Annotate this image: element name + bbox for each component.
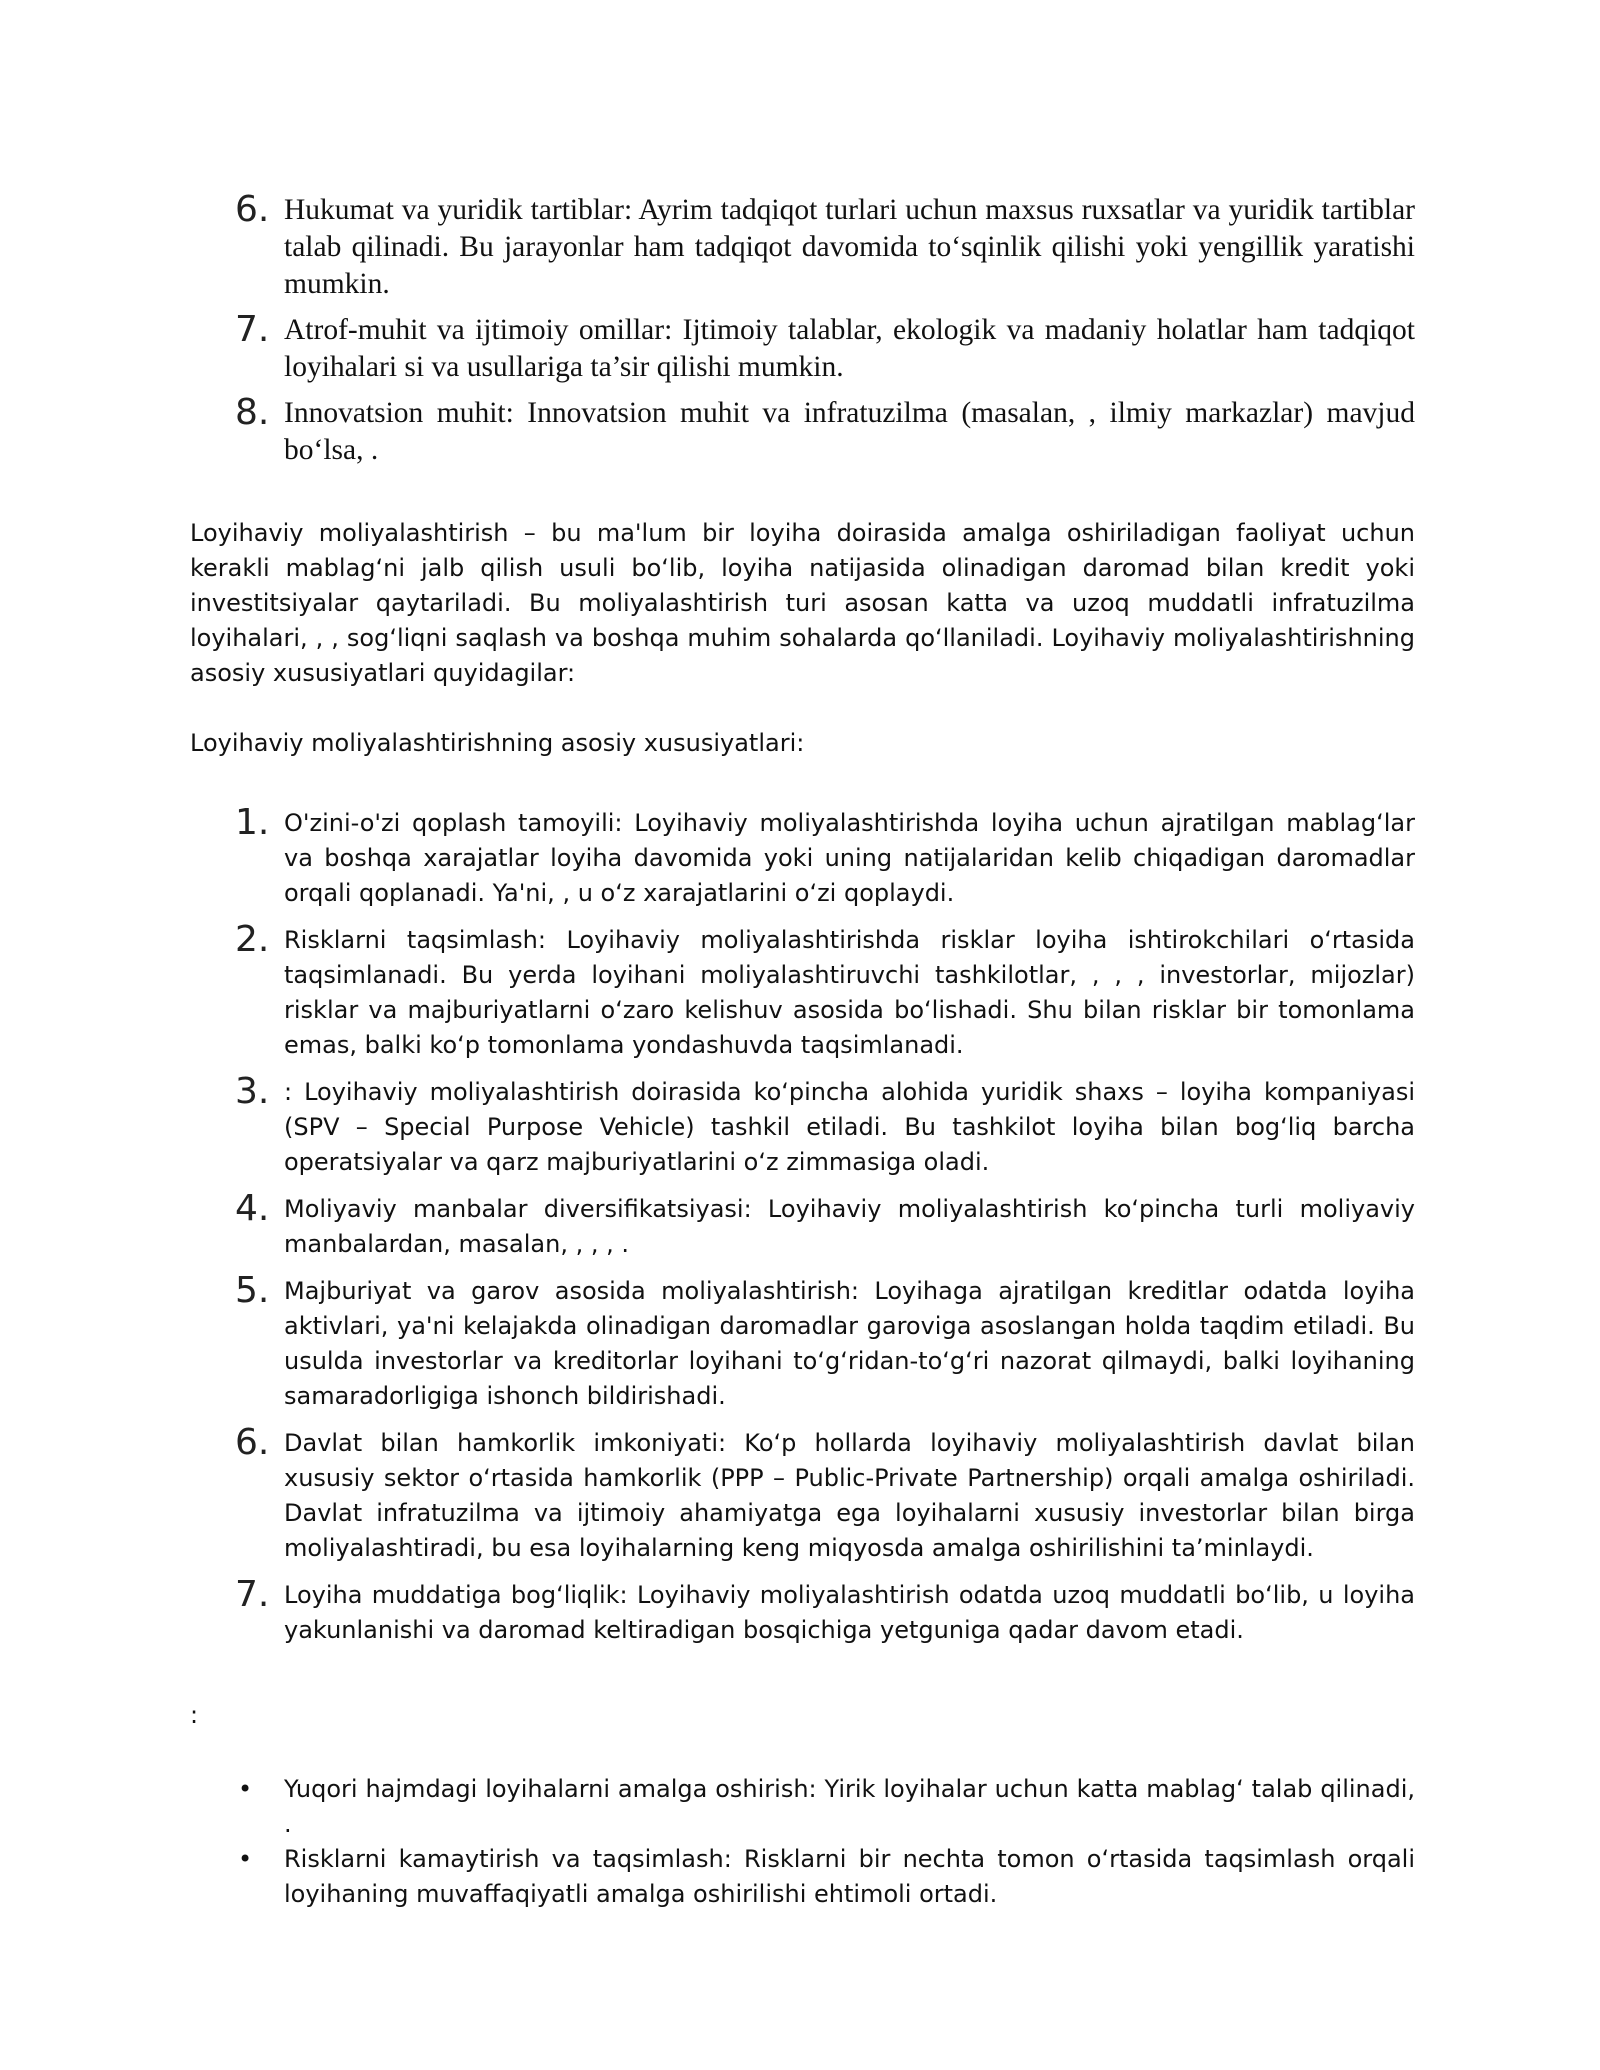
list-number: 6. <box>235 1422 270 1463</box>
list-item <box>190 802 1415 911</box>
list-item-text: Majburiyat va garov asosida moliyalashtirish: Loyihaga ajratilgan kreditlar odatda loyiha aktivlari, ya'ni kelajakda olinadigan daromadlar garoviga asoslangan holda taqdim etiladi. Bu usulda investorlar va kreditorlar loyihani to‘g‘ridan-to‘g‘ri nazorat qilmaydi, balki loyihaning samaradorligiga ishonch bildirishadi. <box>284 1277 1415 1410</box>
list-number: 8. <box>235 392 270 433</box>
features-list <box>190 802 1415 1660</box>
list-item-text: Innovatsion muhit: Innovatsion muhit va infratuzilma (masalan, , ilmiy markazlar) mavjud bo‘lsa, . <box>284 397 1415 466</box>
list-item <box>190 392 1415 469</box>
colon-line: : <box>190 1701 199 1729</box>
bullet-icon: • <box>238 1845 253 1873</box>
intro-paragraph: Loyihaviy moliyalashtirish – bu ma'lum bir loyiha doirasida amalga oshiriladigan faoliyat uchun kerakli mablag‘ni jalb qilish usuli bo‘lib, loyiha natijasida olinadigan daromad bilan kredit yoki investitsiyalar qaytariladi. Bu moliyalashtirish turi asosan katta va uzoq muddatli infratuzilma loyihalari, , , sog‘liqni saqlash va boshqa muhim sohalarda qo‘llaniladi. Loyihaviy moliyalashtirishning asosiy xususiyatlari quyidagilar: <box>190 519 1415 687</box>
features-heading: Loyihaviy moliyalashtirishning asosiy xususiyatlari: <box>190 729 805 757</box>
advantages-list <box>190 1772 1415 1912</box>
list-number: 7. <box>235 309 270 350</box>
list-item-text: O'zini-o'zi qoplash tamoyili: Loyihaviy moliyalashtirishda loyiha uchun ajratilgan mablag‘lar va boshqa xarajatlar loyiha davomida yoki uning natijalaridan kelib chiqadigan daromadlar orqali qoplanadi. Ya'ni, , u o‘z xarajatlarini o‘zi qoplaydi. <box>284 809 1415 907</box>
list-number: 2. <box>235 919 270 960</box>
list-number: 6. <box>235 189 270 230</box>
list-item-text: Davlat bilan hamkorlik imkoniyati: Ko‘p hollarda loyihaviy moliyalashtirish davlat bilan xususiy sektor o‘rtasida hamkorlik (PPP – Public-Private Partnership) orqali amalga oshiriladi. Davlat infratuzilma va ijtimoiy ahamiyatga ega loyihalarni xususiy investorlar bilan birga moliyalashtiradi, bu esa loyihalarning keng miqyosda amalga oshirilishini ta’minlaydi. <box>284 1429 1415 1562</box>
list-item-text: Risklarni taqsimlash: Loyihaviy moliyalashtirishda risklar loyiha ishtirokchilari o‘rtasida taqsimlanadi. Bu yerda loyihani moliyalashtiruvchi tashkilotlar, , , , investorlar, mijozlar) risklar va majburiyatlarni o‘zaro kelishuv asosida bo‘lishadi. Shu bilan risklar bir tomonlama emas, balki ko‘p tomonlama yondashuvda taqsimlanadi. <box>284 926 1415 1059</box>
list-number: 1. <box>235 802 270 843</box>
list-number: 3. <box>235 1071 270 1112</box>
list-number: 7. <box>235 1574 270 1615</box>
list-item <box>190 1422 1415 1566</box>
list-item <box>190 1842 1415 1912</box>
list-item <box>190 919 1415 1063</box>
list-item <box>190 1574 1415 1648</box>
research-factors-list <box>190 189 1415 478</box>
bullet-icon: • <box>238 1775 253 1803</box>
list-item-text: Atrof-muhit va ijtimoiy omillar: Ijtimoiy talablar, ekologik va madaniy holatlar ham tadqiqot loyihalari si va usullariga ta’sir qilishi mumkin. <box>284 314 1415 383</box>
list-item <box>190 1270 1415 1414</box>
list-item-text: : Loyihaviy moliyalashtirish doirasida ko‘pincha alohida yuridik shaxs – loyiha kompaniyasi (SPV – Special Purpose Vehicle) tashkil etiladi. Bu tashkilot loyiha bilan bog‘liq barcha operatsiyalar va qarz majburiyatlarini o‘z zimmasiga oladi. <box>284 1078 1415 1176</box>
list-item <box>190 1188 1415 1262</box>
list-item-text: Loyiha muddatiga bog‘liqlik: Loyihaviy moliyalashtirish odatda uzoq muddatli bo‘lib, u loyiha yakunlanishi va daromad keltiradigan bosqichiga yetguniga qadar davom etadi. <box>284 1581 1415 1644</box>
list-item <box>190 1071 1415 1180</box>
list-item-text: Hukumat va yuridik tartiblar: Ayrim tadqiqot turlari uchun maxsus ruxsatlar va yuridik tartiblar talab qilinadi. Bu jarayonlar ham tadqiqot davomida to‘sqinlik qilishi yoki yengillik yaratishi mumkin. <box>284 194 1415 300</box>
list-item-text: Yuqori hajmdagi loyihalarni amalga oshirish: Yirik loyihalar uchun katta mablag‘ talab qilinadi, . <box>284 1775 1415 1838</box>
list-item-text: Risklarni kamaytirish va taqsimlash: Risklarni bir nechta tomon o‘rtasida taqsimlash orqali loyihaning muvaffaqiyatli amalga oshirilishi ehtimoli ortadi. <box>284 1845 1415 1908</box>
list-number: 4. <box>235 1188 270 1229</box>
list-item <box>190 189 1415 303</box>
list-item-text: Moliyaviy manbalar diversifikatsiyasi: Loyihaviy moliyalashtirish ko‘pincha turli moliyaviy manbalardan, masalan, , , , . <box>284 1195 1415 1258</box>
list-item <box>190 1772 1415 1842</box>
list-number: 5. <box>235 1270 270 1311</box>
list-item <box>190 309 1415 386</box>
